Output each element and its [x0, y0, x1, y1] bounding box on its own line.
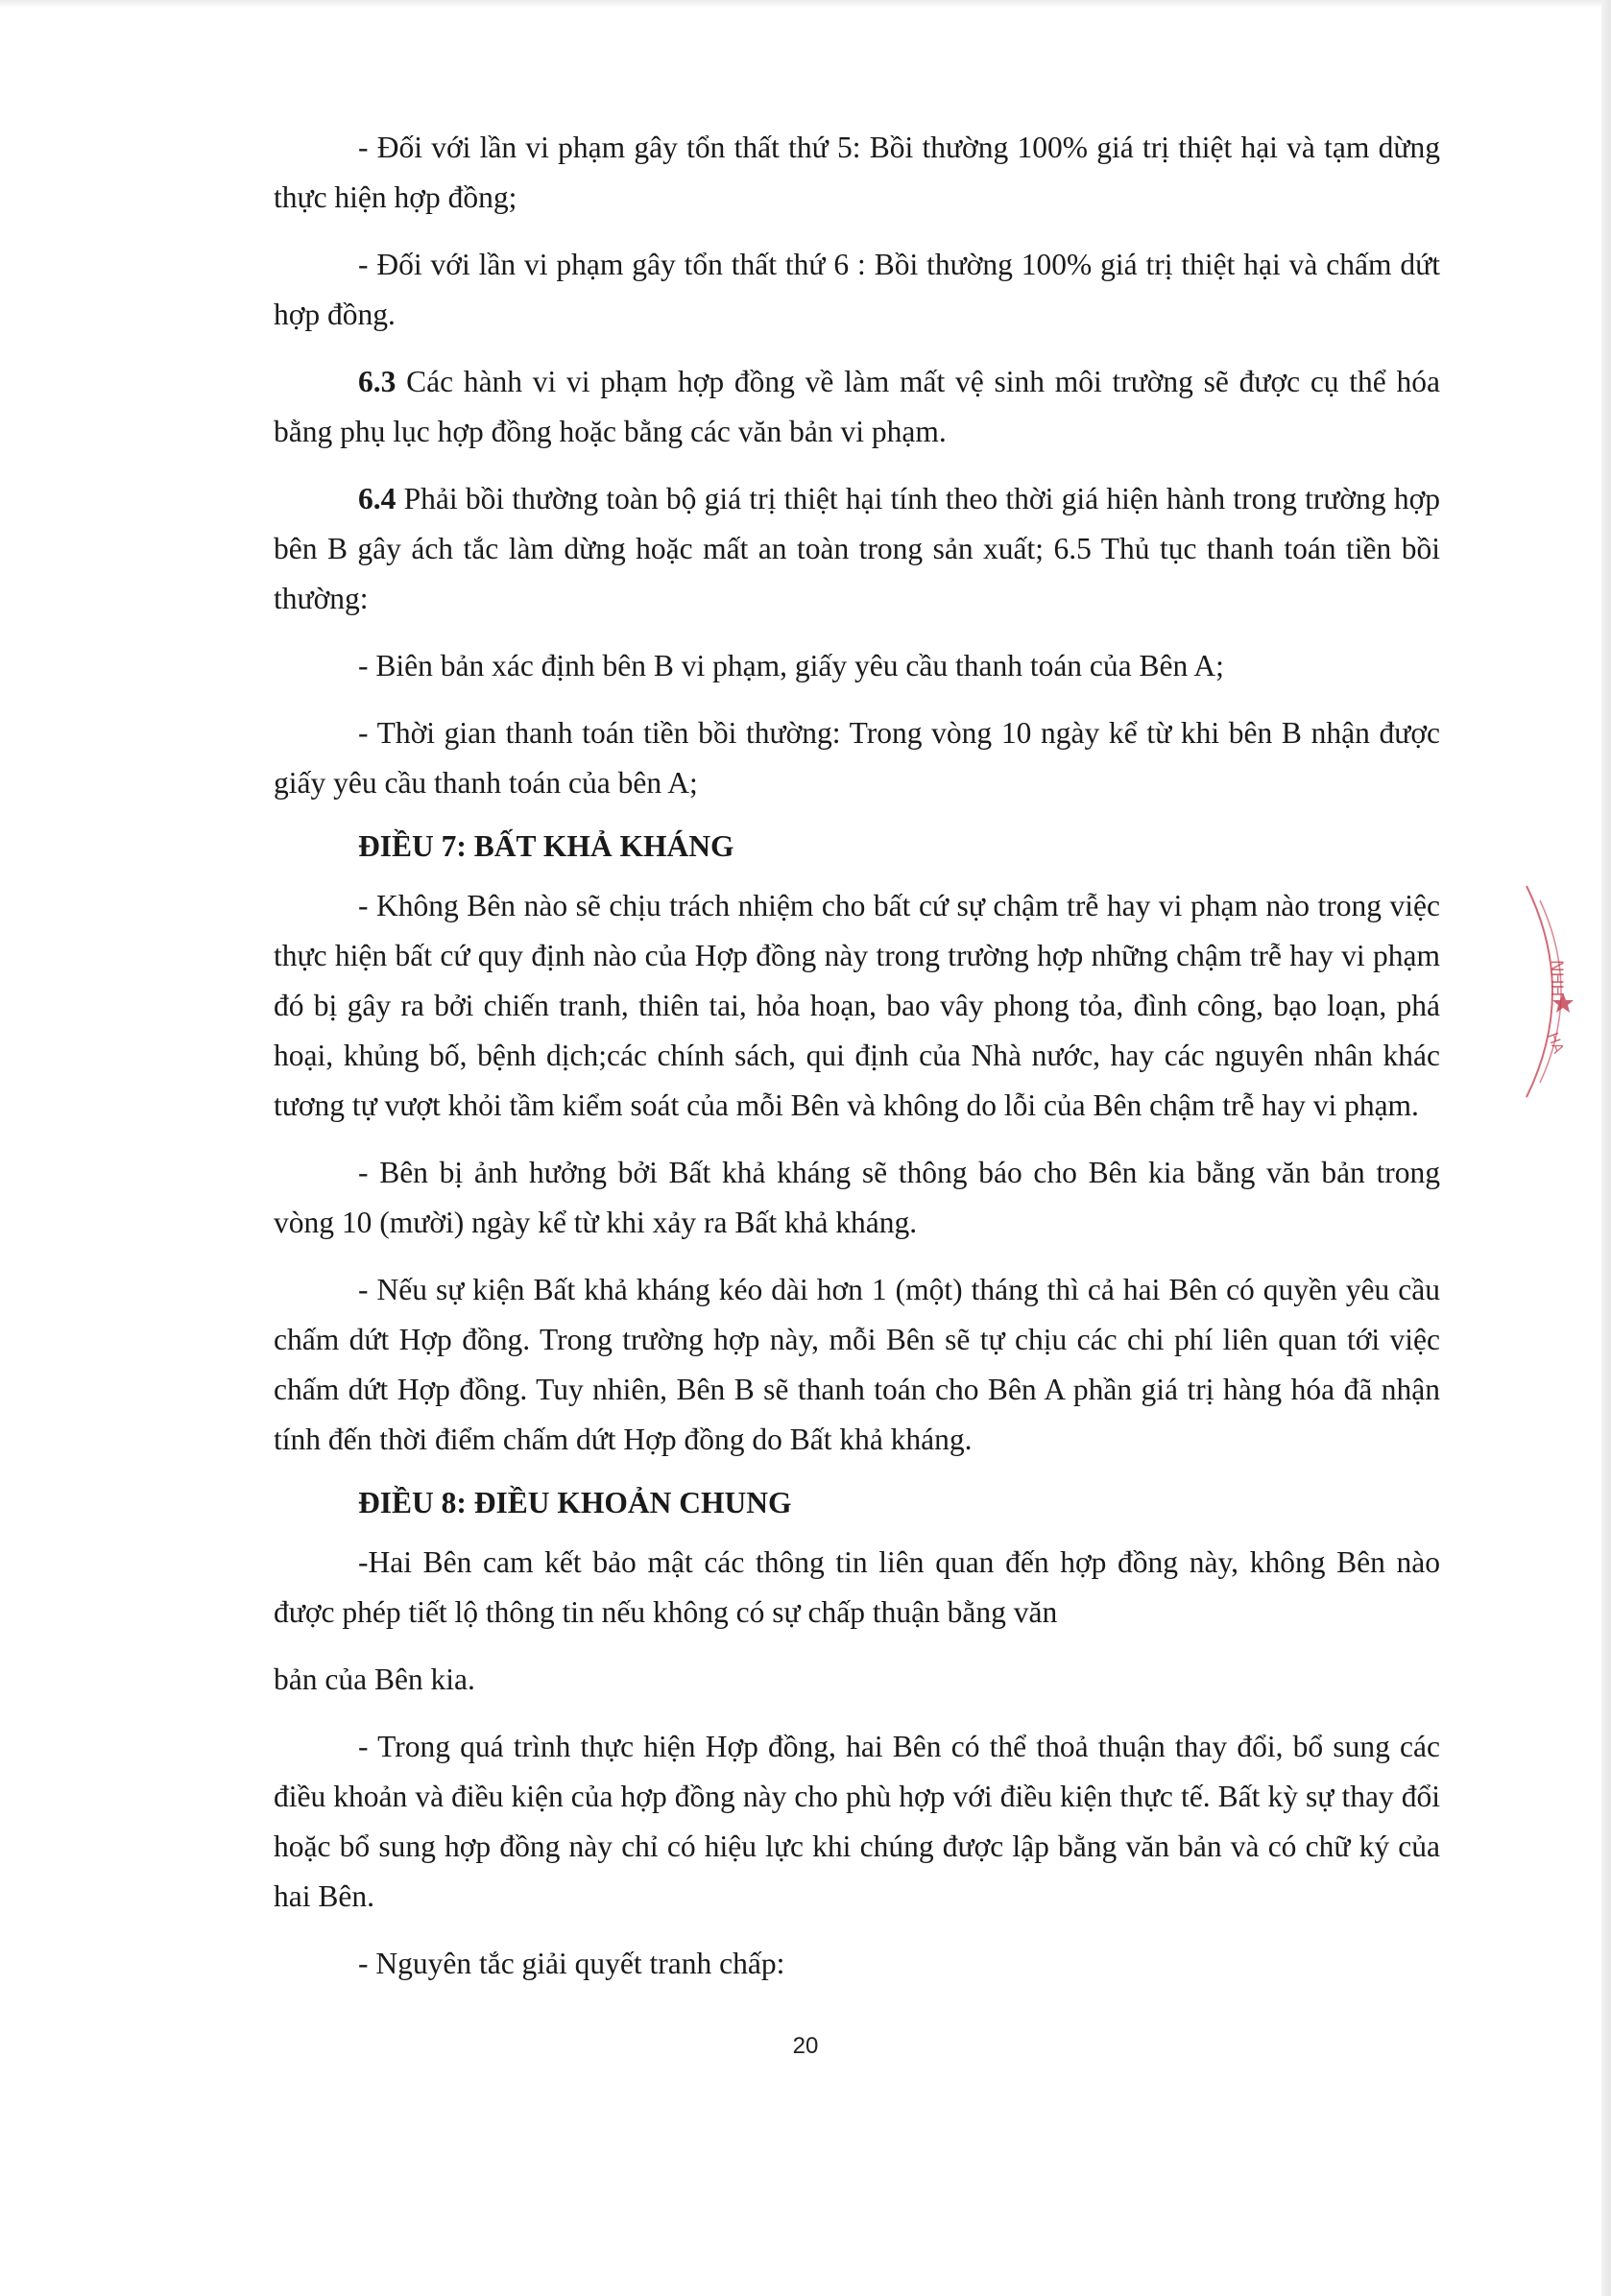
clause-text-6-3: Các hành vi vi phạm hợp đồng về làm mất vệ sinh môi trường sẽ được cụ thể hóa bằng phụ lục hợp đồng hoặc bằng các văn bản vi phạm. [274, 365, 1440, 448]
heading-article-7: ĐIỀU 7: BẤT KHẢ KHÁNG [358, 829, 734, 863]
svg-text:NHH: NHH [1547, 960, 1566, 997]
clause-text-6-4: Phải bồi thường toàn bộ giá trị thiệt hại tính theo thời giá hiện hành trong trường hợp bên B gây ách tắc làm dừng hoặc mất an toàn trong sản xuất; 6.5 Thủ tục thanh toán tiền bồi thường: [274, 482, 1440, 615]
paragraph-payment-time: - Thời gian thanh toán tiền bồi thường: Trong vòng 10 ngày kể từ khi bên B nhận được giấy yêu cầu thanh toán của bên A; [274, 716, 1440, 800]
scan-top-edge [0, 0, 1611, 8]
paragraph-force-majeure-notice: - Bên bị ảnh hưởng bởi Bất khả kháng sẽ thông báo cho Bên kia bằng văn bản trong vòng 10 (mười) ngày kể từ khi xảy ra Bất khả kháng. [274, 1156, 1440, 1239]
paragraph-6-4 [274, 474, 1440, 624]
paragraph-6-3 [274, 357, 1440, 457]
paragraph-confidentiality: -Hai Bên cam kết bảo mật các thông tin liên quan đến hợp đồng này, không Bên nào được phép tiết lộ thông tin nếu không có sự chấp thuận bằng văn [274, 1545, 1440, 1629]
paragraph-violation-5: - Đối với lần vi phạm gây tổn thất thứ 5: Bồi thường 100% giá trị thiệt hại và tạm dừng thực hiện hợp đồng; [274, 131, 1440, 214]
paragraph-dispute-resolution: - Nguyên tắc giải quyết tranh chấp: [358, 1947, 785, 1980]
paragraph-amendments: - Trong quá trình thực hiện Hợp đồng, hai Bên có thể thoả thuận thay đổi, bổ sung các điều khoản và điều kiện của hợp đồng này cho phù hợp với điều kiện thực tế. Bất kỳ sự thay đổi hoặc bổ sung hợp đồng này chỉ có hiệu lực khi chúng được lập bằng văn bản và có chữ ký của hai Bên. [274, 1730, 1440, 1913]
paragraph-payment-record: - Biên bản xác định bên B vi phạm, giấy yêu cầu thanh toán của Bên A; [358, 649, 1224, 682]
company-seal-icon [1519, 881, 1586, 1102]
heading-article-8: ĐIỀU 8: ĐIỀU KHOẢN CHUNG [358, 1486, 792, 1519]
document-body [274, 123, 1440, 1989]
clause-number-6-3: 6.3 [358, 365, 397, 398]
paragraph-force-majeure-termination: - Nếu sự kiện Bất khả kháng kéo dài hơn 1 (một) tháng thì cả hai Bên có quyền yêu cầu chấm dứt Hợp đồng. Trong trường hợp này, mỗi Bên sẽ tự chịu các chi phí liên quan tới việc chấm dứt Hợp đồng. Tuy nhiên, Bên B sẽ thanh toán cho Bên A phần giá trị hàng hóa đã nhận tính đến thời điểm chấm dứt Hợp đồng do Bất khả kháng. [274, 1273, 1440, 1456]
scan-right-edge [1601, 0, 1611, 2296]
paragraph-violation-6: - Đối với lần vi phạm gây tổn thất thứ 6 : Bồi thường 100% giá trị thiệt hại và chấm dứt hợp đồng. [274, 248, 1440, 331]
clause-number-6-4: 6.4 [358, 482, 397, 515]
paragraph-confidentiality-continued: bản của Bên kia. [274, 1662, 475, 1696]
paragraph-force-majeure: - Không Bên nào sẽ chịu trách nhiệm cho bất cứ sự chậm trễ hay vi phạm nào trong việc thực hiện bất cứ quy định nào của Hợp đồng này trong trường hợp những chậm trễ hay vi phạm đó bị gây ra bởi chiến tranh, thiên tai, hỏa hoạn, bao vây phong tỏa, đình công, bạo loạn, phá hoại, khủng bố, bệnh dịch;các chính sách, qui định của Nhà nước, hay các nguyên nhân khác tương tự vượt khỏi tầm kiểm soát của mỗi Bên và không do lỗi của Bên chậm trễ hay vi phạm. [274, 889, 1440, 1122]
page-number: 20 [792, 2033, 819, 2059]
svg-text:HA: HA [1544, 1030, 1568, 1056]
